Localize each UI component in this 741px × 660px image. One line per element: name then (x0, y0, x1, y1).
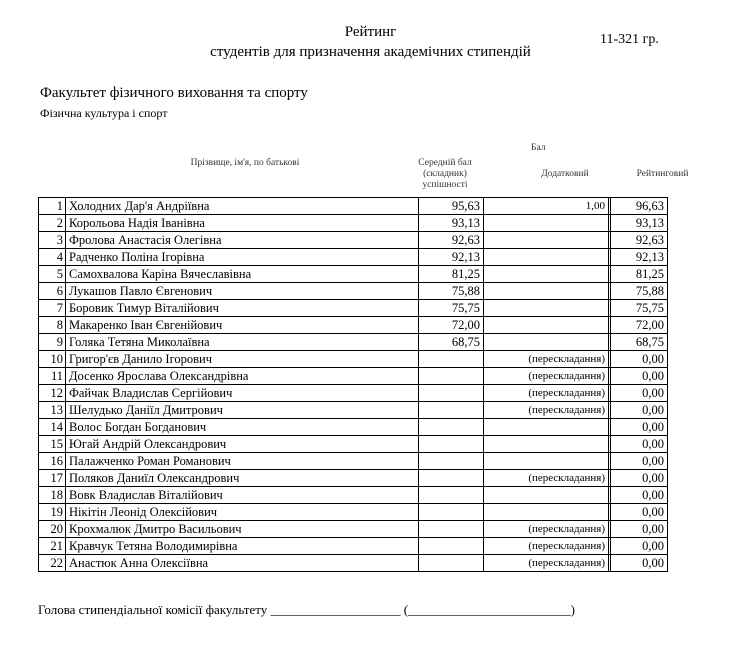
additional-score: (перескладання) (484, 368, 609, 385)
table-row (39, 368, 673, 385)
table-divider (668, 215, 673, 232)
average-score (419, 470, 484, 487)
table-row (39, 419, 673, 436)
student-name: Палажченко Роман Романович (66, 453, 419, 470)
table-row (39, 249, 673, 266)
additional-score (484, 453, 609, 470)
specialty-name: Фізична культура і спорт (40, 106, 168, 120)
row-number: 7 (39, 300, 66, 317)
average-score (419, 436, 484, 453)
additional-score (484, 232, 609, 249)
table-divider (668, 198, 673, 215)
header-additional: Додатковий (541, 169, 589, 179)
row-number: 10 (39, 351, 66, 368)
student-name: Холодних Дар'я Андріївна (66, 198, 419, 215)
student-name: Голяка Тетяна Миколаївна (66, 334, 419, 351)
header-rating: Рейтинговий (636, 169, 689, 179)
rating-score: 93,13 (611, 215, 668, 232)
rating-table-body (39, 198, 673, 572)
student-name: Самохвалова Каріна Вячеславівна (66, 266, 419, 283)
table-divider (668, 232, 673, 249)
table-row (39, 555, 673, 572)
average-score (419, 521, 484, 538)
table-row (39, 215, 673, 232)
row-number: 15 (39, 436, 66, 453)
row-number: 5 (39, 266, 66, 283)
student-name: Волос Богдан Богданович (66, 419, 419, 436)
row-number: 9 (39, 334, 66, 351)
average-score: 68,75 (419, 334, 484, 351)
additional-score (484, 334, 609, 351)
average-score (419, 385, 484, 402)
row-number: 22 (39, 555, 66, 572)
table-divider (668, 385, 673, 402)
row-number: 11 (39, 368, 66, 385)
table-divider (668, 487, 673, 504)
average-score (419, 419, 484, 436)
table-divider (668, 334, 673, 351)
table-divider (668, 368, 673, 385)
table-divider (668, 419, 673, 436)
row-number: 12 (39, 385, 66, 402)
average-score: 75,75 (419, 300, 484, 317)
table-row (39, 232, 673, 249)
row-number: 16 (39, 453, 66, 470)
average-score: 95,63 (419, 198, 484, 215)
row-number: 13 (39, 402, 66, 419)
table-row (39, 470, 673, 487)
additional-score (484, 317, 609, 334)
row-number: 4 (39, 249, 66, 266)
footer-signature-line: Голова стипендіальної комісії факультету ____________________ (_________________________) (38, 602, 575, 617)
student-name: Югай Андрій Олександрович (66, 436, 419, 453)
additional-score: (перескладання) (484, 521, 609, 538)
rating-score: 0,00 (611, 470, 668, 487)
student-name: Анастюк Анна Олексіївна (66, 555, 419, 572)
average-score (419, 368, 484, 385)
table-row (39, 317, 673, 334)
rating-score: 81,25 (611, 266, 668, 283)
table-row (39, 300, 673, 317)
table-divider (668, 453, 673, 470)
table-divider (668, 504, 673, 521)
table-divider (668, 266, 673, 283)
average-score (419, 555, 484, 572)
additional-score (484, 215, 609, 232)
student-name: Радченко Поліна Ігорівна (66, 249, 419, 266)
rating-score: 0,00 (611, 402, 668, 419)
row-number: 2 (39, 215, 66, 232)
rating-table (38, 197, 672, 572)
rating-score: 0,00 (611, 555, 668, 572)
student-name: Григор'єв Данило Ігорович (66, 351, 419, 368)
additional-score (484, 249, 609, 266)
table-row (39, 504, 673, 521)
header-average: Середній бал (складник) успішності (418, 158, 472, 190)
average-score: 92,63 (419, 232, 484, 249)
table-divider (668, 538, 673, 555)
row-number: 3 (39, 232, 66, 249)
average-score: 92,13 (419, 249, 484, 266)
row-number: 19 (39, 504, 66, 521)
average-score: 72,00 (419, 317, 484, 334)
table-row (39, 538, 673, 555)
table-row (39, 453, 673, 470)
rating-score: 92,63 (611, 232, 668, 249)
additional-score (484, 436, 609, 453)
average-score (419, 402, 484, 419)
table-row (39, 487, 673, 504)
student-name: Поляков Даниїл Олександрович (66, 470, 419, 487)
additional-score: (перескладання) (484, 385, 609, 402)
table-row (39, 334, 673, 351)
table-divider (668, 436, 673, 453)
rating-score: 0,00 (611, 487, 668, 504)
row-number: 1 (39, 198, 66, 215)
table-divider (668, 300, 673, 317)
row-number: 6 (39, 283, 66, 300)
table-row (39, 521, 673, 538)
student-name: Шелудько Даніїл Дмитрович (66, 402, 419, 419)
additional-score: 1,00 (484, 198, 609, 215)
additional-score: (перескладання) (484, 351, 609, 368)
average-score: 75,88 (419, 283, 484, 300)
rating-score: 75,75 (611, 300, 668, 317)
table-divider (668, 283, 673, 300)
group-label: 11-321 гр. (600, 32, 659, 47)
rating-score: 0,00 (611, 453, 668, 470)
faculty-name: Факультет фізичного виховання та спорту (40, 85, 308, 101)
additional-score: (перескладання) (484, 470, 609, 487)
additional-score: (перескладання) (484, 402, 609, 419)
table-divider (668, 351, 673, 368)
student-name: Крохмалюк Дмитро Васильович (66, 521, 419, 538)
rating-score: 0,00 (611, 521, 668, 538)
student-name: Боровик Тимур Віталійович (66, 300, 419, 317)
table-row (39, 283, 673, 300)
table-divider (668, 317, 673, 334)
student-name: Лукашов Павло Євгенович (66, 283, 419, 300)
student-name: Фролова Анастасія Олегівна (66, 232, 419, 249)
student-name: Досенко Ярослава Олександрівна (66, 368, 419, 385)
header-name: Прізвище, ім'я, по батькові (190, 158, 300, 168)
table-divider (668, 521, 673, 538)
additional-score (484, 504, 609, 521)
student-name: Кравчук Тетяна Володимирівна (66, 538, 419, 555)
document-title: Рейтинг (344, 24, 397, 40)
row-number: 8 (39, 317, 66, 334)
additional-score (484, 300, 609, 317)
rating-score: 0,00 (611, 538, 668, 555)
table-divider (668, 402, 673, 419)
rating-score: 0,00 (611, 385, 668, 402)
table-divider (668, 470, 673, 487)
row-number: 17 (39, 470, 66, 487)
average-score: 93,13 (419, 215, 484, 232)
table-row (39, 198, 673, 215)
rating-score: 0,00 (611, 419, 668, 436)
additional-score (484, 419, 609, 436)
table-row (39, 351, 673, 368)
document-subtitle: студентів для призначення академічних стипендій (210, 44, 531, 60)
average-score (419, 351, 484, 368)
rating-score: 68,75 (611, 334, 668, 351)
table-row (39, 266, 673, 283)
rating-score: 0,00 (611, 504, 668, 521)
average-score (419, 453, 484, 470)
additional-score (484, 487, 609, 504)
rating-score: 0,00 (611, 436, 668, 453)
table-row (39, 385, 673, 402)
rating-score: 92,13 (611, 249, 668, 266)
student-name: Макаренко Іван Євгенійович (66, 317, 419, 334)
additional-score (484, 266, 609, 283)
rating-score: 0,00 (611, 351, 668, 368)
student-name: Файчак Владислав Сергійович (66, 385, 419, 402)
rating-score: 72,00 (611, 317, 668, 334)
average-score (419, 504, 484, 521)
rating-score: 75,88 (611, 283, 668, 300)
student-name: Нікітін Леонід Олексійович (66, 504, 419, 521)
rating-score: 96,63 (611, 198, 668, 215)
row-number: 18 (39, 487, 66, 504)
average-score (419, 538, 484, 555)
average-score: 81,25 (419, 266, 484, 283)
table-divider (668, 555, 673, 572)
additional-score: (перескладання) (484, 538, 609, 555)
row-number: 14 (39, 419, 66, 436)
additional-score: (перескладання) (484, 555, 609, 572)
row-number: 21 (39, 538, 66, 555)
rating-score: 0,00 (611, 368, 668, 385)
table-row (39, 402, 673, 419)
average-score (419, 487, 484, 504)
row-number: 20 (39, 521, 66, 538)
table-row (39, 436, 673, 453)
additional-score (484, 283, 609, 300)
student-name: Вовк Владислав Віталійович (66, 487, 419, 504)
student-name: Корольова Надія Іванівна (66, 215, 419, 232)
header-bal: Бал (531, 143, 546, 153)
table-divider (668, 249, 673, 266)
